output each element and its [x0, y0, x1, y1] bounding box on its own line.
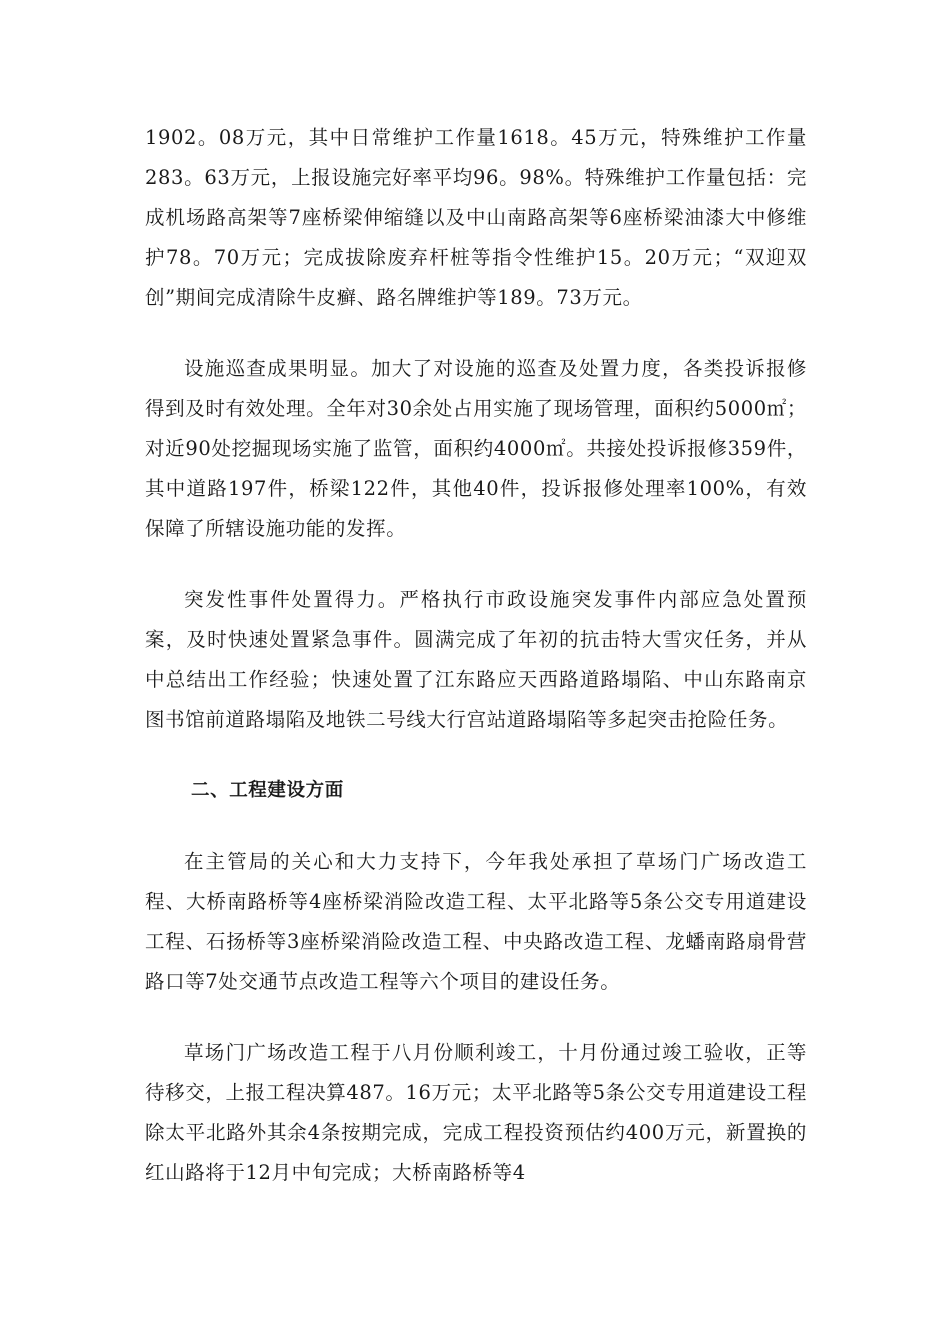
- paragraph-construction-progress: 草场门广场改造工程于八月份顺利竣工，十月份通过竣工验收，正等待移交，上报工程决算487。16万元；太平北路等5条公交专用道建设工程除太平北路外其余4条按期完成，完成工程投资预估约400万元，新置换的红山路将于12月中旬完成；大桥南路桥等4: [145, 1041, 807, 1184]
- paragraph-facility-inspection: 设施巡查成果明显。加大了对设施的巡查及处置力度，各类投诉报修得到及时有效处理。全年对30余处占用实施了现场管理，面积约5000㎡；对近90处挖掘现场实施了监管，面积约4000㎡。共接处投诉报修359件，其中道路197件，桥梁122件，其他40件，投诉报修处理率100%，有效保障了所辖设施功能的发挥。: [145, 357, 807, 540]
- section-heading: 二、工程建设方面: [191, 780, 344, 801]
- document-body: [145, 118, 807, 1193]
- paragraph-maintenance-workload: 1902。08万元，其中日常维护工作量1618。45万元，特殊维护工作量283。63万元，上报设施完好率平均96。98%。特殊维护工作量包括：完成机场路高架等7座桥梁伸缩缝以及中山南路高架等6座桥梁油漆大中修维护78。70万元；完成拔除废弃杆桩等指令性维护15。20万元；“双迎双创”期间完成清除牛皮癣、路名牌维护等189。73万元。: [145, 126, 807, 309]
- paragraph-emergency-handling: 突发性事件处置得力。严格执行市政设施突发事件内部应急处置预案，及时快速处置紧急事件。圆满完成了年初的抗击特大雪灾任务，并从中总结出工作经验；快速处置了江东路应天西路道路塌陷、中山东路南京图书馆前道路塌陷及地铁二号线大行宫站道路塌陷等多起突击抢险任务。: [145, 588, 807, 731]
- paragraph-construction-tasks: 在主管局的关心和大力支持下，今年我处承担了草场门广场改造工程、大桥南路桥等4座桥梁消险改造工程、太平北路等5条公交专用道建设工程、石扬桥等3座桥梁消险改造工程、中央路改造工程、龙蟠南路扇骨营路口等7处交通节点改造工程等六个项目的建设任务。: [145, 850, 807, 993]
